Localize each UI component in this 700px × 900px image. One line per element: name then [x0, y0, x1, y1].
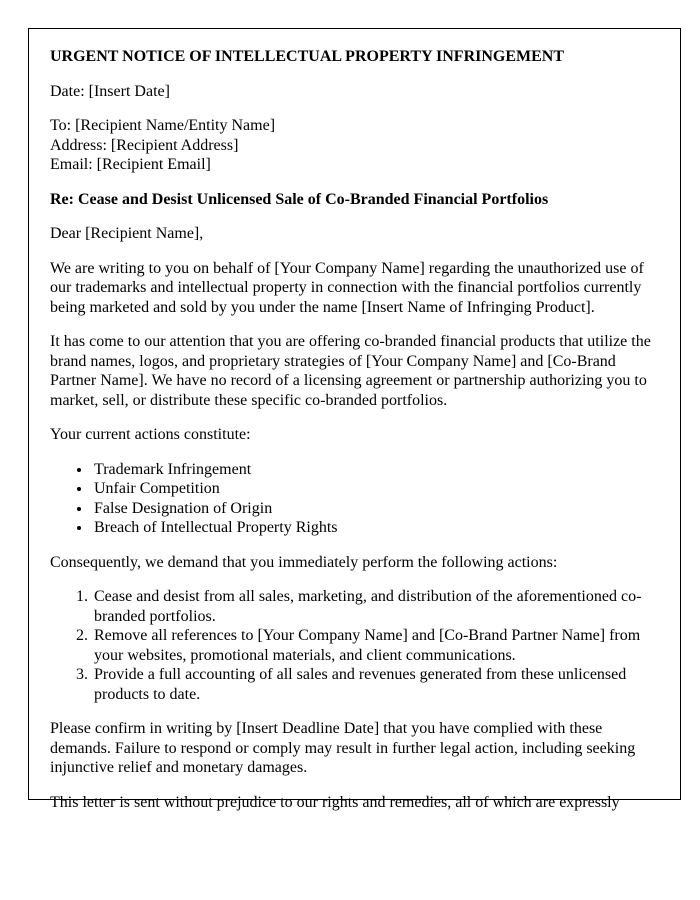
- recipient-email-line: Email: [Recipient Email]: [50, 156, 211, 174]
- subject-line: Re: Cease and Desist Unlicensed Sale of Co-Branded Financial Portfolios: [50, 190, 549, 208]
- salutation: Dear [Recipient Name],: [50, 225, 204, 243]
- demand-item: 3. Provide a full accounting of all sales and revenues generated from these unlicensed products to date.: [92, 665, 659, 704]
- constitute-intro: Your current actions constitute:: [50, 426, 251, 444]
- recipient-block: [50, 116, 659, 175]
- demands-intro: Consequently, we demand that you immediately perform the following actions:: [50, 553, 558, 571]
- demand-item: 1. Cease and desist from all sales, marketing, and distribution of the aforementioned co-branded portfolios.: [92, 587, 659, 626]
- violation-item: • Unfair Competition: [92, 479, 659, 499]
- paragraph-deadline: Please confirm in writing by [Insert Deadline Date] that you have complied with these demands. Failure to respond or comply may result in further legal action, including seeking injunctive relief and monetary damages.: [50, 720, 636, 777]
- letter-frame: [28, 28, 681, 811]
- violation-item: • False Designation of Origin: [92, 499, 659, 519]
- letter-title: URGENT NOTICE OF INTELLECTUAL PROPERTY INFRINGEMENT: [50, 48, 565, 65]
- paragraph-attention: It has come to our attention that you are offering co-branded financial products that utilize the brand names, logos, and proprietary strategies of [Your Company Name] and [Co-Brand Partner Name]. We have no record of a licensing agreement or partnership authorizing you to market, sell, or distribute these specific co-branded portfolios.: [50, 333, 651, 409]
- violation-item: • Trademark Infringement: [92, 460, 659, 480]
- recipient-address-line: Address: [Recipient Address]: [50, 136, 239, 154]
- demands-list: [50, 587, 659, 704]
- date-line: Date: [Insert Date]: [50, 82, 170, 100]
- violations-list: [50, 460, 659, 538]
- demand-item: 2. Remove all references to [Your Company Name] and [Co-Brand Partner Name] from your websites, promotional materials, and client communications.: [92, 626, 659, 665]
- paragraph-prejudice: This letter is sent without prejudice to our rights and remedies, all of which are expressly: [50, 793, 620, 811]
- recipient-to-line: To: [Recipient Name/Entity Name]: [50, 117, 276, 135]
- paragraph-intro: We are writing to you on behalf of [Your Company Name] regarding the unauthorized use of our trademarks and intellectual property in connection with the financial portfolios currently being marketed and sold by you under the name [Insert Name of Infringing Product].: [50, 259, 644, 316]
- violation-item: • Breach of Intellectual Property Rights: [92, 518, 659, 538]
